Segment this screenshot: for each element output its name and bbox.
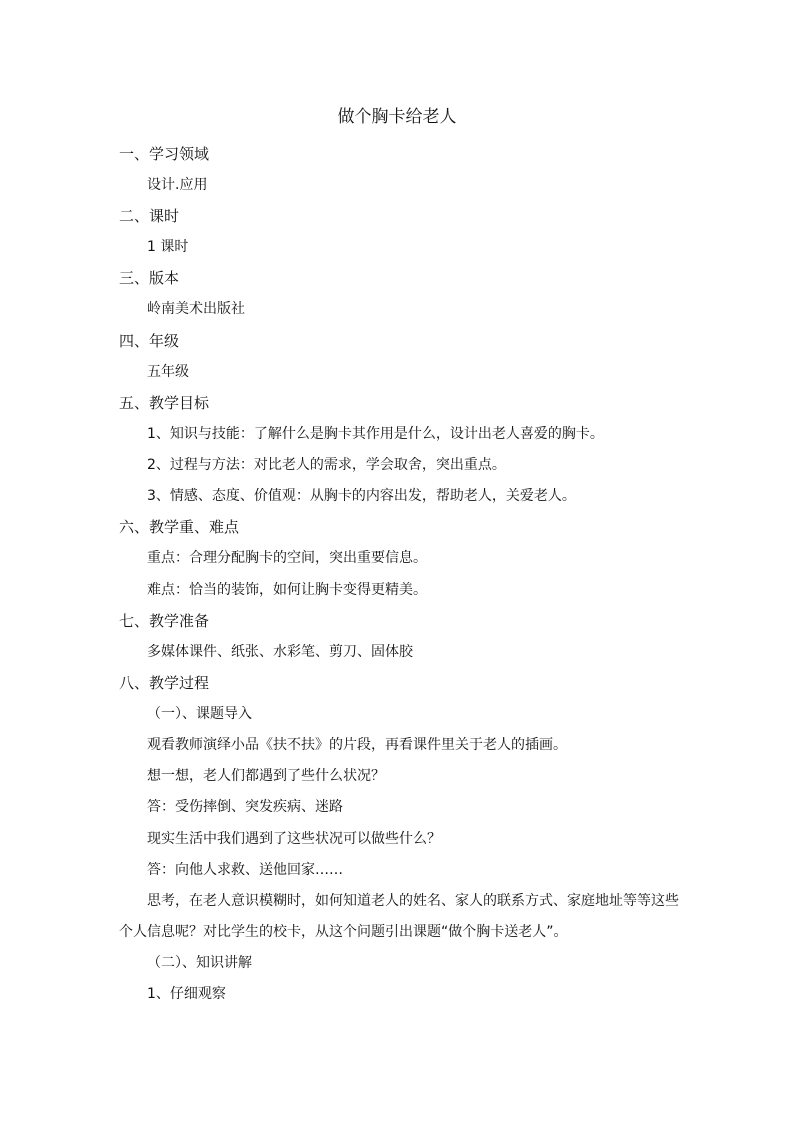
section-content-learning-area: 设计.应用 <box>147 177 208 193</box>
objective-item: 3、情感、态度、价值观：从胸卡的内容出发，帮助老人，关爱老人。 <box>147 488 576 504</box>
section-heading-grade: 四、年级 <box>119 332 180 350</box>
process-line: 答：向他人求救、送他回家…… <box>147 862 343 878</box>
section-heading-edition: 三、版本 <box>119 269 180 287</box>
document-title: 做个胸卡给老人 <box>337 107 457 127</box>
subsection-heading-knowledge: （二）、知识讲解 <box>147 955 252 971</box>
section-content-preparation: 多媒体课件、纸张、水彩笔、剪刀、固体胶 <box>147 644 413 660</box>
section-content-edition: 岭南美术出版社 <box>147 301 245 317</box>
process-line: 现实生活中我们遇到了这些状况可以做些什么？ <box>147 831 441 847</box>
section-heading-process: 八、教学过程 <box>119 674 210 692</box>
objective-item: 2、过程与方法：对比老人的需求，学会取舍，突出重点。 <box>147 457 506 473</box>
section-heading-preparation: 七、教学准备 <box>119 612 210 630</box>
section-heading-key-points: 六、教学重、难点 <box>119 518 240 536</box>
section-content-class-hours: 1 课时 <box>147 239 189 255</box>
process-paragraph-line: 思考，在老人意识模糊时，如何知道老人的姓名、家人的联系方式、家庭地址等等这些 <box>147 893 679 909</box>
section-content-grade: 五年级 <box>147 364 189 380</box>
process-paragraph-line: 个人信息呢？对比学生的校卡，从这个问题引出课题“做个胸卡送老人”。 <box>119 924 568 940</box>
key-point-item: 重点：合理分配胸卡的空间，突出重要信息。 <box>147 550 427 566</box>
section-heading-objectives: 五、教学目标 <box>119 394 210 412</box>
process-line: 想一想，老人们都遇到了些什么状况？ <box>147 768 385 784</box>
subsection-heading-intro: （一）、课题导入 <box>147 706 252 722</box>
process-line: 答：受伤摔倒、突发疾病、迷路 <box>147 799 343 815</box>
objective-item: 1、知识与技能：了解什么是胸卡其作用是什么，设计出老人喜爱的胸卡。 <box>147 426 604 442</box>
knowledge-item: 1、仔细观察 <box>147 986 226 1002</box>
process-line: 观看教师演绎小品《扶不扶》的片段，再看课件里关于老人的插画。 <box>147 737 567 753</box>
section-heading-class-hours: 二、课时 <box>119 207 180 225</box>
section-heading-learning-area: 一、学习领域 <box>119 145 210 163</box>
key-point-item: 难点：恰当的装饰，如何让胸卡变得更精美。 <box>147 582 427 598</box>
